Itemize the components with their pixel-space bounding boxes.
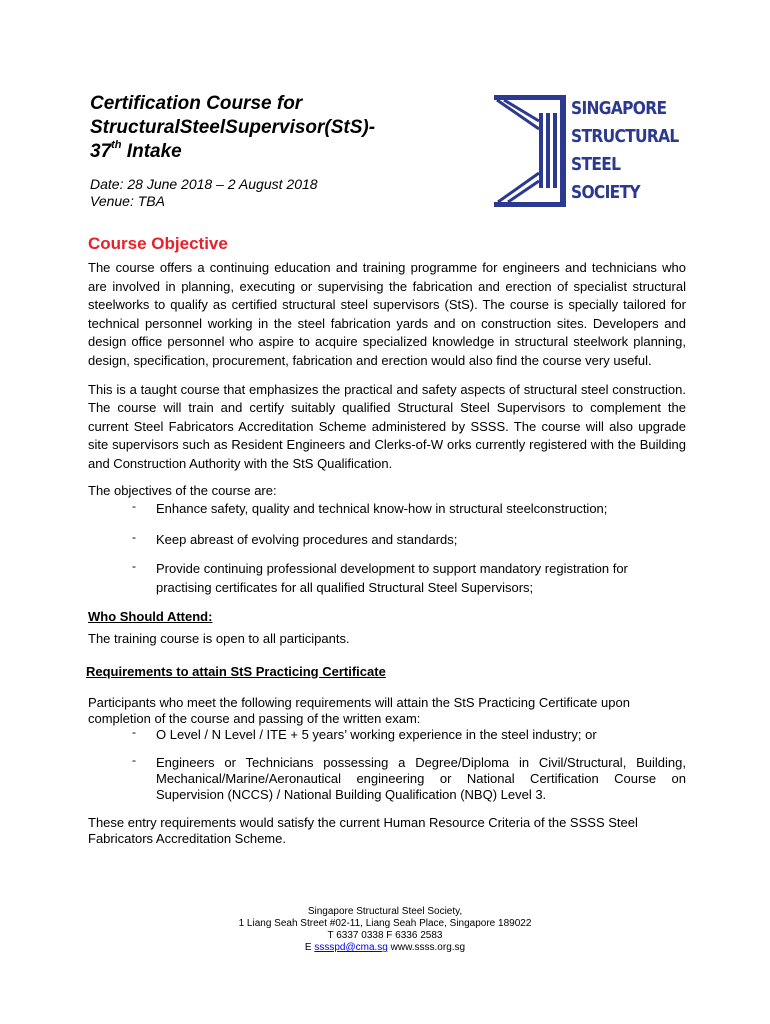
list-item bbox=[88, 500, 686, 519]
course-title-line-3 bbox=[90, 140, 490, 164]
logo-word-3: STEEL bbox=[571, 154, 621, 175]
list-item bbox=[88, 560, 686, 597]
list-item bbox=[88, 755, 686, 803]
email-link[interactable]: sssspd@cma.sg bbox=[314, 942, 388, 953]
document-body bbox=[88, 232, 686, 847]
objectives-intro: The objectives of the course are: bbox=[88, 482, 277, 498]
objective-paragraph-2: This is a taught course that emphasizes the practical and safety aspects of structural steel construction. The course will train and certify suitably qualified Structural Steel Supervisors to complement the current Steel Fabricators Accreditation Scheme administered by SSSS. The course will also upgrade site supervisors such as Resident Engineers and Clerks-of-W orks currently registered with the Building and Construction Authority with the StS Qualification. bbox=[88, 381, 686, 471]
list-item bbox=[88, 531, 686, 550]
title-block bbox=[90, 92, 490, 210]
course-date: Date: 28 June 2018 – 2 August 2018 bbox=[90, 176, 318, 192]
course-meta bbox=[90, 176, 490, 210]
requirements-intro: Participants who meet the following requirements will attain the StS Practicing Certificate upon completion of the course and passing of the written exam: bbox=[88, 695, 630, 727]
objective-text: Keep abreast of evolving procedures and standards; bbox=[156, 531, 458, 547]
intake-number: 37 bbox=[90, 141, 112, 162]
requirement-text: O Level / N Level / ITE + 5 years’ working experience in the steel industry; or bbox=[156, 727, 597, 743]
logo-word-1: SINGAPORE bbox=[571, 98, 667, 119]
list-item bbox=[88, 727, 686, 743]
logo-word-4: SOCIETY bbox=[571, 182, 640, 203]
requirements-heading: Requirements to attain StS Practicing Certificate bbox=[86, 663, 386, 679]
footer-website: www.ssss.org.sg bbox=[387, 942, 466, 953]
footer-org: Singapore Structural Steel Society, bbox=[307, 906, 463, 917]
intake-label: Intake bbox=[121, 141, 182, 162]
footer-address: 1 Liang Seah Street #02-11, Liang Seah Place, Singapore 189022 bbox=[238, 918, 532, 929]
who-should-attend-text: The training course is open to all participants. bbox=[88, 631, 350, 647]
objectives-list bbox=[88, 500, 686, 597]
page-footer bbox=[180, 906, 590, 954]
requirements-list bbox=[88, 727, 686, 803]
objective-text: Provide continuing professional development to support mandatory registration for practising certificates for all qualified Structural Steel Supervisors; bbox=[156, 561, 628, 595]
dash-bullet: - bbox=[132, 499, 136, 514]
who-should-attend-heading: Who Should Attend: bbox=[88, 608, 213, 624]
logo-wordmark bbox=[571, 95, 711, 207]
objective-text: Enhance safety, quality and technical know-how in structural steelconstruction; bbox=[156, 501, 608, 517]
course-objective-heading: Course Objective bbox=[88, 234, 228, 253]
logo-word-2: STRUCTURAL bbox=[571, 126, 679, 147]
course-title-line-2: StructuralSteelSupervisor(StS)- bbox=[90, 117, 376, 138]
requirement-text: Engineers or Technicians possessing a Degree/Diploma in Civil/Structural, Building, Mechanical/Marine/Aeronautical engineering or National Certification Course on Supervision (NCCS) / National Building Qualification (NBQ) Level 3. bbox=[156, 755, 686, 803]
footer-phone: T 6337 0338 F 6336 2583 bbox=[327, 930, 443, 941]
dash-bullet: - bbox=[132, 725, 136, 740]
footer-email-prefix: E bbox=[304, 942, 315, 953]
course-title-line-1: Certification Course for bbox=[90, 93, 303, 114]
objective-paragraph-1: The course offers a continuing education and training programme for engineers and technicians who are involved in planning, executing or supervising the fabrication and erection of specialist structural steelworks to qualify as certified structural steel supervisors (StS). The course is specially tailored for technical personnel working in the steel fabrication yards and on construction sites. Developers and design office personnel who aspire to acquire specialized knowledge in structural steelwork planning, design, specification, procurement, fabrication and erection would also find the course very useful. bbox=[88, 260, 686, 368]
dash-bullet: - bbox=[132, 559, 136, 574]
dash-bullet: - bbox=[132, 753, 136, 768]
entry-requirements-note: These entry requirements would satisfy the current Human Resource Criteria of the SSSS Steel Fabricators Accreditation Scheme. bbox=[88, 815, 638, 847]
footer-contact bbox=[180, 942, 590, 954]
dash-bullet: - bbox=[132, 529, 136, 544]
course-venue: Venue: TBA bbox=[90, 193, 165, 209]
intake-suffix: th bbox=[111, 139, 122, 151]
